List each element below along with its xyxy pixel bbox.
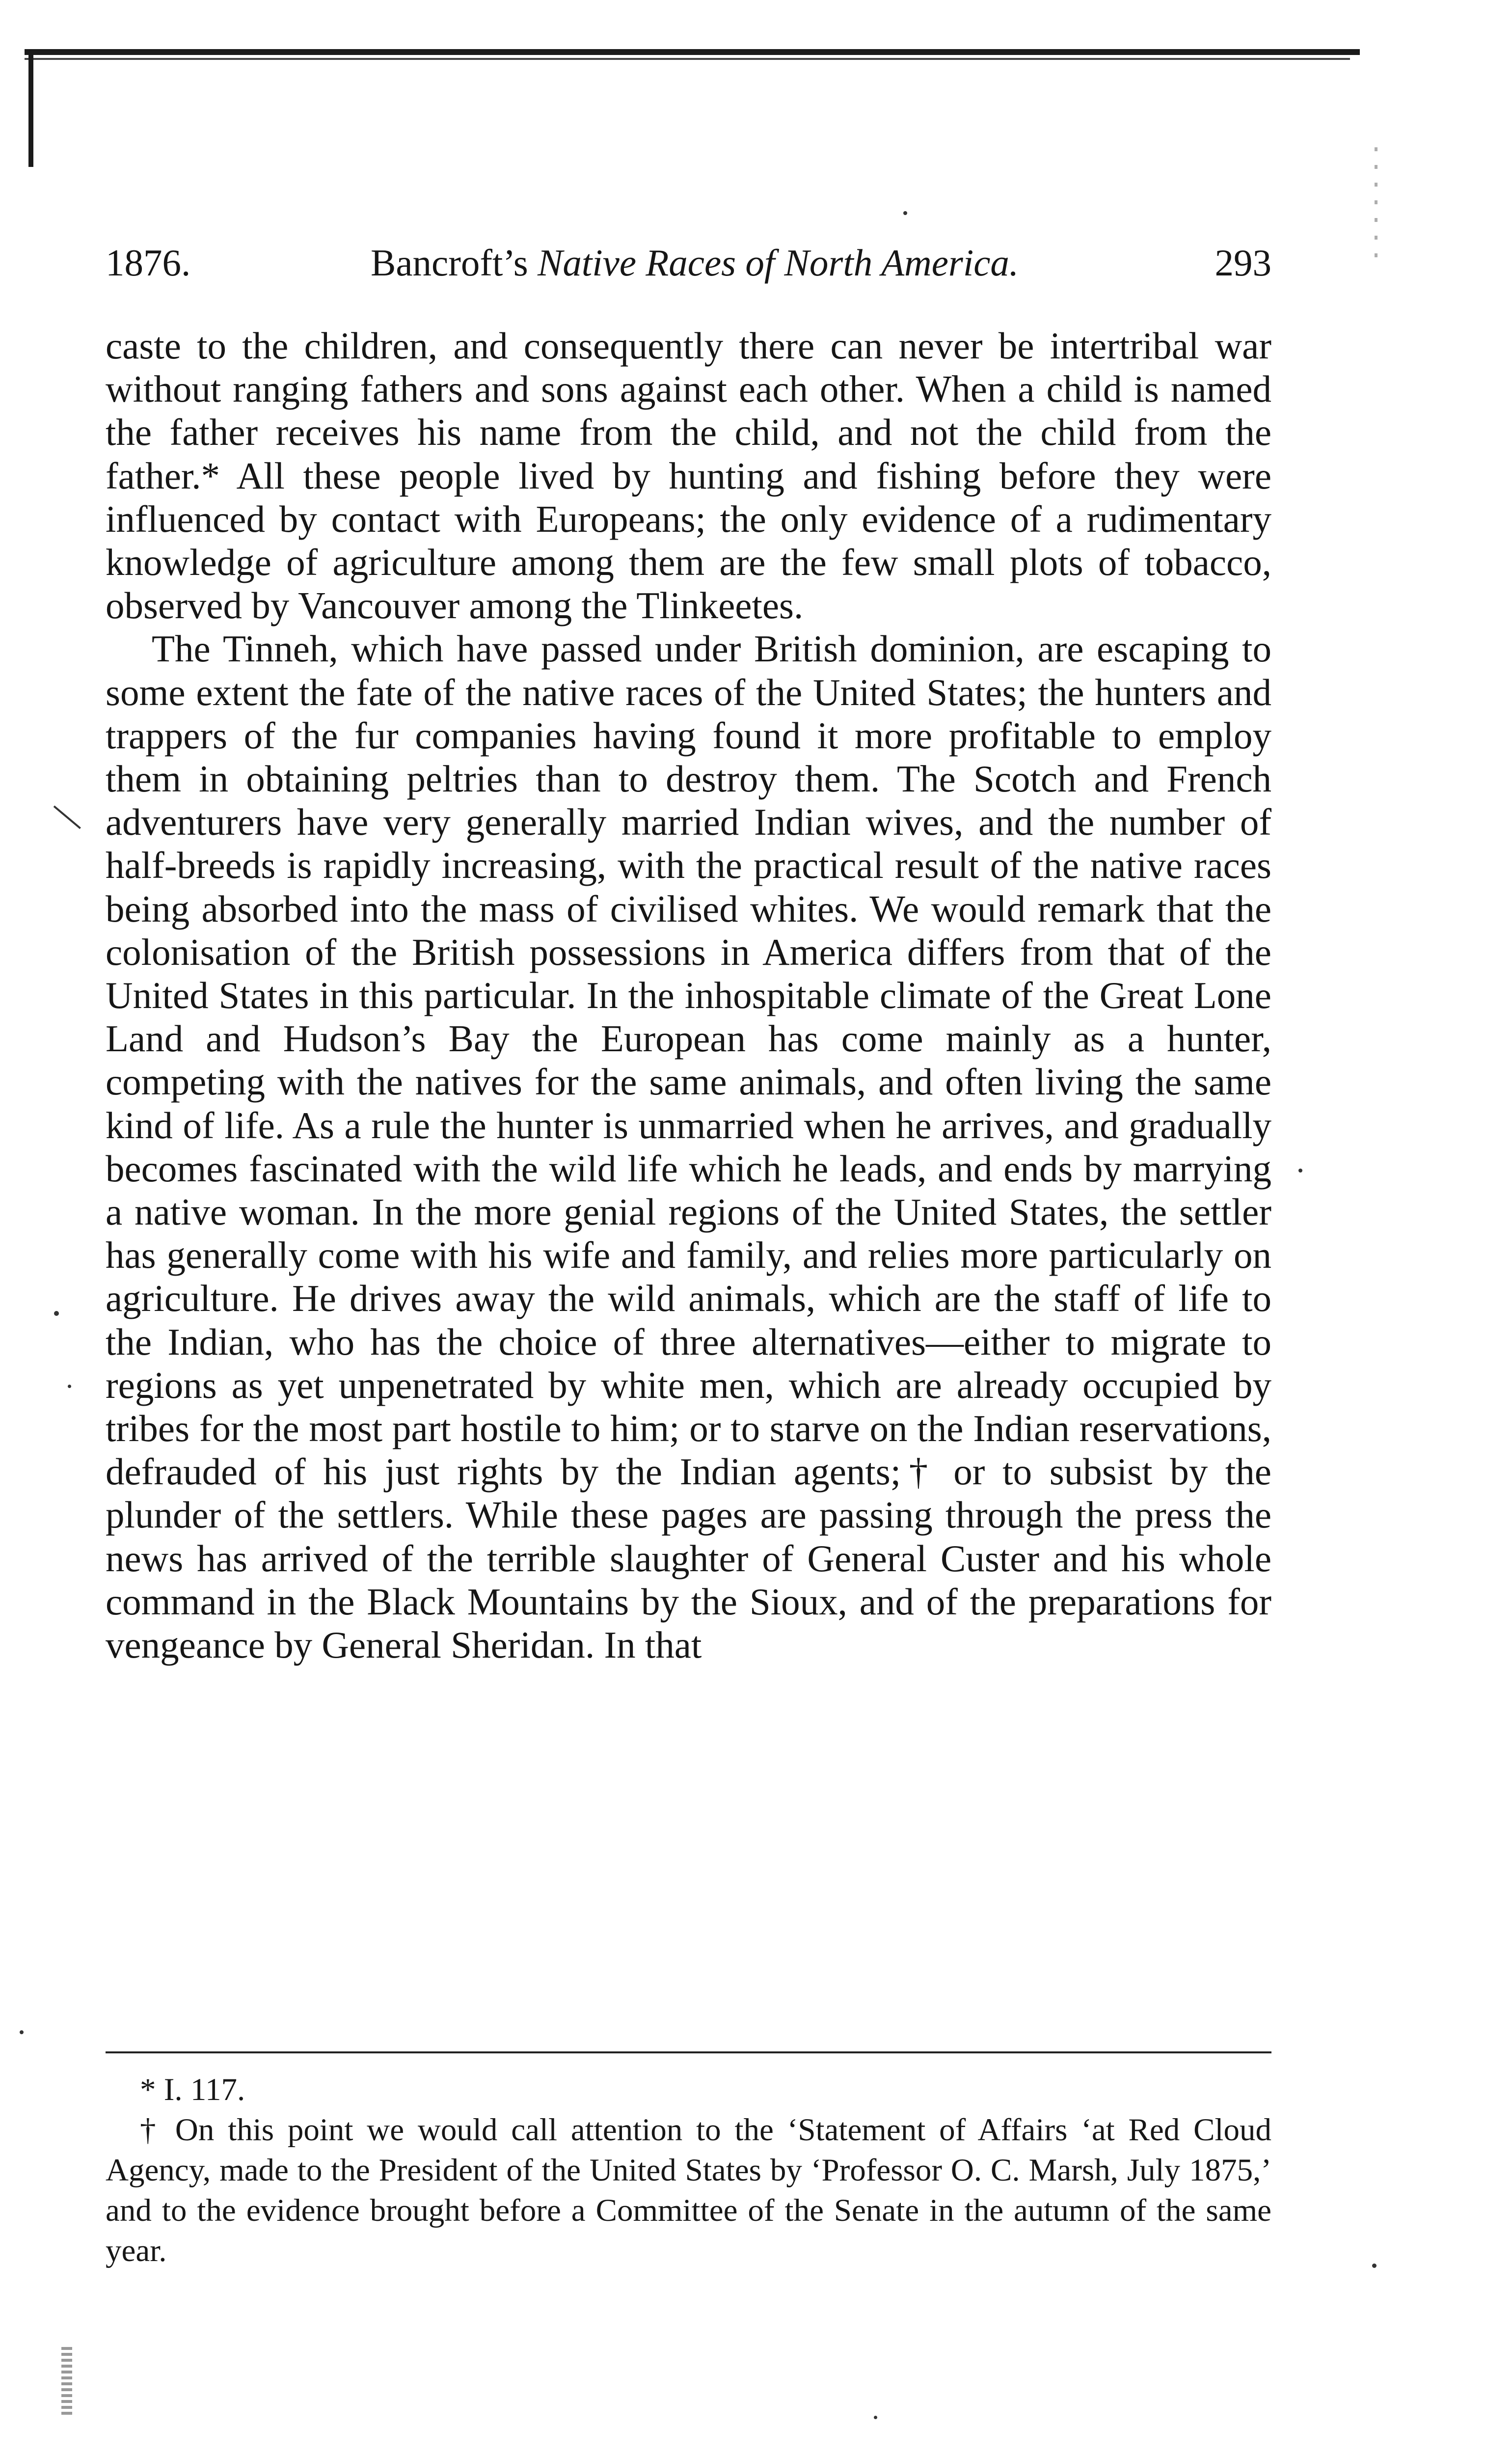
- scan-edge-dots: [1375, 147, 1377, 270]
- running-head: [106, 236, 1271, 290]
- running-head-title-prefix: Bancroft’s: [371, 242, 538, 284]
- paragraph-2: The Tinneh, which have passed under British dominion, are escaping to some extent the fate of the native races of the United States; the hunters and trappers of the fur companies having found it more profitable to employ them in obtaining peltries than to destroy them. The Scotch and French adventurers have very generally married Indian wives, and the number of half-breeds is rapidly increasing, with the practical result of the native races being absorbed into the mass of civilised whites. We would remark that the colonisation of the British possessions in America differs from that of the United States in this particular. In the inhospitable climate of the Great Lone Land and Hudson’s Bay the European has come mainly as a hunter, competing with the natives for the same animals, and often living the same kind of life. As a rule the hunter is unmarried when he arrives, and gradually becomes fascinated with the wild life which he leads, and ends by marrying a native woman. In the more genial regions of the United States, the settler has generally come with his wife and family, and relies more particularly on agriculture. He drives away the wild animals, which are the staff of life to the Indian, who has the choice of three alternatives—either to migrate to regions as yet unpenetrated by white men, which are already occupied by tribes for the most part hostile to him; or to starve on the Indian reservations, defrauded of his just rights by the Indian agents;† or to subsist by the plunder of the settlers. While these pages are passing through the press the news has arrived of the terrible slaughter of General Custer and his whole command in the Black Mountains by the Sioux, and of the preparations for vengeance by General Sheridan. In that: [106, 627, 1271, 1666]
- paragraph-1: caste to the children, and consequently there can never be intertribal war without ranging fathers and sons against each other. When a child is named the father receives his name from the child, and not the child from the father.* All these people lived by hunting and fishing before they were influenced by contact with Europeans; the only evidence of a rudimentary knowledge of agriculture among them are the few small plots of tobacco, observed by Vancouver among the Tlinkeetes.: [106, 325, 1271, 627]
- scan-edge-rule-thin: [25, 58, 1350, 60]
- scan-spine-mark: [61, 2347, 72, 2416]
- scan-speck: [20, 2030, 24, 2034]
- footnote-rule: [106, 2051, 1271, 2053]
- footnotes: [106, 2070, 1271, 2271]
- scan-speck: [54, 1311, 59, 1316]
- running-head-year: 1876.: [106, 242, 191, 284]
- scan-speck: [68, 1385, 71, 1388]
- running-head-title-italic: Native Races of North America.: [538, 242, 1019, 284]
- footnote-1: * I. 117.: [140, 2072, 245, 2107]
- scan-speck: [1298, 1169, 1302, 1173]
- scan-corner-mark: [28, 54, 33, 167]
- footnote-2: † On this point we would call attention to the ‘Statement of Affairs ‘at Red Cloud Agency, made to the President of the United States by ‘Professor O. C. Marsh, July 1875,’ and to the evidence brought before a Committee of the Senate in the autumn of the same year.: [106, 2112, 1271, 2268]
- scan-speck: [874, 2416, 877, 2419]
- scan-speck: [903, 211, 907, 215]
- body-text: [106, 324, 1271, 1666]
- scan-speck: [1372, 2264, 1377, 2268]
- running-head-title: [371, 236, 1019, 290]
- scan-edge-rule: [25, 49, 1360, 55]
- page-number: 293: [1215, 242, 1271, 284]
- margin-pencil-mark: [54, 805, 81, 829]
